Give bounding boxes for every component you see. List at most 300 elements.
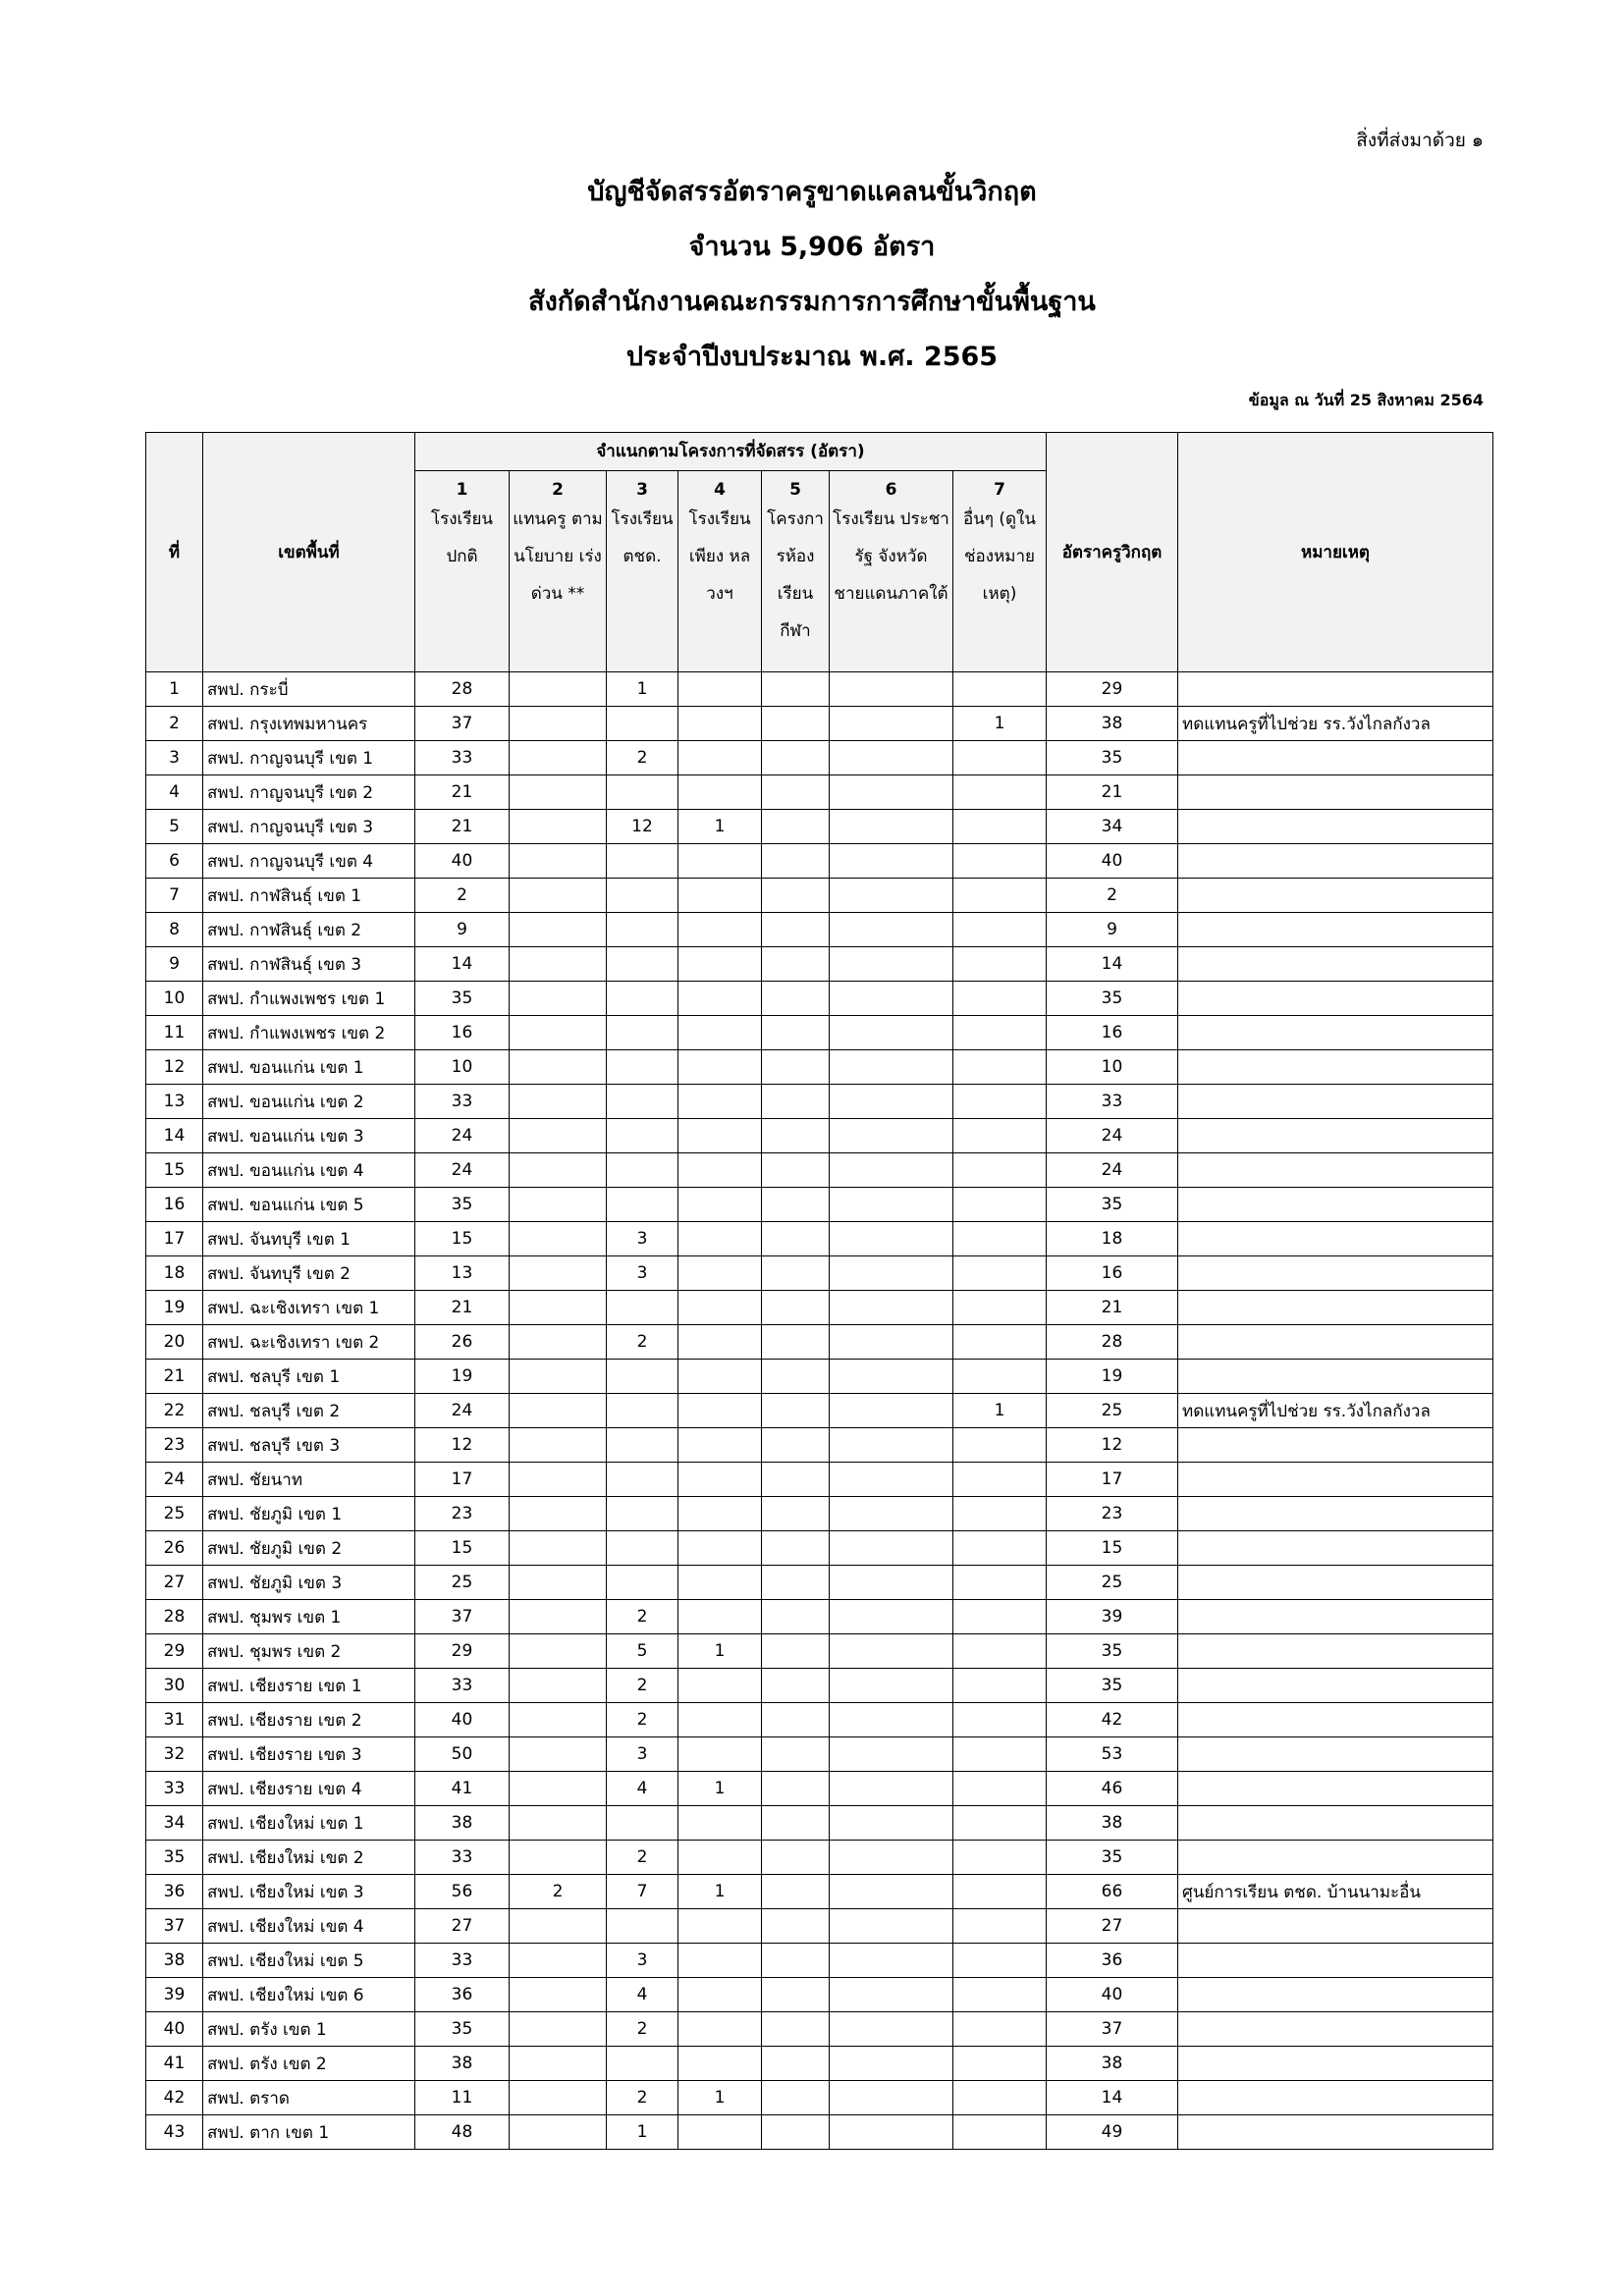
- table-row: [146, 1085, 1493, 1119]
- cell-no: 30: [146, 1669, 203, 1703]
- table-row: [146, 1806, 1493, 1841]
- header-col-2-label: แทนครู ตาม นโยบาย เร่งด่วน **: [513, 509, 603, 604]
- cell-no: 1: [146, 672, 203, 707]
- cell-col-4: [678, 1909, 762, 1944]
- cell-col-1: 15: [415, 1222, 510, 1256]
- cell-col-4: [678, 1497, 762, 1531]
- cell-area: สพป. ขอนแก่น เขต 4: [203, 1153, 415, 1188]
- cell-total: 49: [1047, 2115, 1178, 2150]
- cell-no: 18: [146, 1256, 203, 1291]
- table-row: [146, 844, 1493, 879]
- cell-no: 6: [146, 844, 203, 879]
- cell-no: 20: [146, 1325, 203, 1360]
- cell-remark: [1178, 741, 1493, 775]
- cell-col-4: [678, 1394, 762, 1428]
- cell-col-7: [953, 1875, 1047, 1909]
- cell-no: 37: [146, 1909, 203, 1944]
- cell-col-6: [830, 1360, 953, 1394]
- cell-col-4: 1: [678, 2081, 762, 2115]
- cell-col-4: [678, 1978, 762, 2012]
- table-row: [146, 1703, 1493, 1737]
- cell-col-2: [510, 2047, 607, 2081]
- cell-col-6: [830, 1669, 953, 1703]
- cell-col-6: [830, 1600, 953, 1634]
- cell-col-5: [762, 1703, 830, 1737]
- cell-col-3: 3: [607, 1222, 678, 1256]
- table-row: [146, 707, 1493, 741]
- cell-area: สพป. ชลบุรี เขต 1: [203, 1360, 415, 1394]
- cell-no: 12: [146, 1050, 203, 1085]
- table-row: [146, 1772, 1493, 1806]
- cell-area: สพป. กำแพงเพชร เขต 1: [203, 982, 415, 1016]
- cell-col-1: 33: [415, 1944, 510, 1978]
- cell-col-6: [830, 810, 953, 844]
- cell-col-7: [953, 2081, 1047, 2115]
- cell-col-6: [830, 1841, 953, 1875]
- cell-col-3: [607, 707, 678, 741]
- cell-remark: [1178, 2081, 1493, 2115]
- cell-remark: [1178, 1050, 1493, 1085]
- cell-col-3: [607, 1566, 678, 1600]
- cell-col-2: 2: [510, 1875, 607, 1909]
- cell-no: 39: [146, 1978, 203, 2012]
- cell-area: สพป. เชียงราย เขต 4: [203, 1772, 415, 1806]
- cell-col-5: [762, 1428, 830, 1463]
- cell-remark: [1178, 1566, 1493, 1600]
- header-col-6: [830, 471, 953, 672]
- title-line-4: ประจำปีงบประมาณ พ.ศ. 2565: [625, 342, 999, 372]
- cell-col-7: [953, 844, 1047, 879]
- cell-remark: ทดแทนครูที่ไปช่วย รร.วังไกลกังวล: [1178, 1394, 1493, 1428]
- cell-col-6: [830, 1531, 953, 1566]
- cell-col-2: [510, 810, 607, 844]
- cell-col-3: [607, 1188, 678, 1222]
- table-row: [146, 2012, 1493, 2047]
- cell-col-7: 1: [953, 1394, 1047, 1428]
- cell-col-6: [830, 1944, 953, 1978]
- table-row: [146, 1531, 1493, 1566]
- cell-area: สพป. เชียงราย เขต 3: [203, 1737, 415, 1772]
- cell-col-3: [607, 1119, 678, 1153]
- cell-no: 7: [146, 879, 203, 913]
- table-row: [146, 1841, 1493, 1875]
- cell-col-7: [953, 947, 1047, 982]
- cell-remark: [1178, 1909, 1493, 1944]
- cell-total: 21: [1047, 775, 1178, 810]
- cell-col-7: [953, 1360, 1047, 1394]
- cell-col-5: [762, 1772, 830, 1806]
- cell-remark: [1178, 1016, 1493, 1050]
- allocation-table: [145, 432, 1493, 2150]
- title-line-2: จำนวน 5,906 อัตรา: [688, 232, 936, 262]
- cell-total: 35: [1047, 1188, 1178, 1222]
- cell-col-2: [510, 2081, 607, 2115]
- cell-total: 16: [1047, 1016, 1178, 1050]
- cell-col-3: 12: [607, 810, 678, 844]
- cell-no: 5: [146, 810, 203, 844]
- cell-no: 22: [146, 1394, 203, 1428]
- cell-col-1: 36: [415, 1978, 510, 2012]
- cell-col-7: [953, 982, 1047, 1016]
- cell-no: 3: [146, 741, 203, 775]
- cell-col-5: [762, 707, 830, 741]
- cell-no: 13: [146, 1085, 203, 1119]
- cell-col-5: [762, 1153, 830, 1188]
- cell-area: สพป. เชียงใหม่ เขต 1: [203, 1806, 415, 1841]
- cell-col-2: [510, 1737, 607, 1772]
- cell-col-6: [830, 775, 953, 810]
- header-col-6-number: 6: [885, 480, 897, 500]
- cell-col-5: [762, 1806, 830, 1841]
- cell-col-6: [830, 1737, 953, 1772]
- cell-col-6: [830, 1875, 953, 1909]
- header-col-6-label: โรงเรียน ประชารัฐ จังหวัด ชายแดนภาคใต้: [833, 509, 949, 604]
- cell-col-7: [953, 810, 1047, 844]
- table-row: [146, 947, 1493, 982]
- cell-col-3: [607, 1806, 678, 1841]
- cell-col-4: [678, 1944, 762, 1978]
- cell-col-3: 7: [607, 1875, 678, 1909]
- cell-col-1: 25: [415, 1566, 510, 1600]
- cell-remark: [1178, 2012, 1493, 2047]
- cell-col-5: [762, 1291, 830, 1325]
- cell-col-5: [762, 2115, 830, 2150]
- cell-col-1: 35: [415, 2012, 510, 2047]
- cell-no: 14: [146, 1119, 203, 1153]
- cell-col-2: [510, 844, 607, 879]
- header-col-3-number: 3: [636, 480, 648, 500]
- cell-remark: [1178, 810, 1493, 844]
- header-col-3-label: โรงเรียน ตชด.: [611, 509, 674, 566]
- cell-col-1: 33: [415, 1085, 510, 1119]
- cell-total: 36: [1047, 1944, 1178, 1978]
- cell-no: 15: [146, 1153, 203, 1188]
- cell-no: 31: [146, 1703, 203, 1737]
- cell-total: 25: [1047, 1566, 1178, 1600]
- cell-col-4: [678, 2115, 762, 2150]
- cell-total: 40: [1047, 844, 1178, 879]
- cell-no: 17: [146, 1222, 203, 1256]
- cell-col-3: [607, 1497, 678, 1531]
- table-row: [146, 1978, 1493, 2012]
- cell-col-3: [607, 1909, 678, 1944]
- cell-col-3: 1: [607, 672, 678, 707]
- cell-col-2: [510, 1394, 607, 1428]
- cell-col-6: [830, 1909, 953, 1944]
- cell-col-4: [678, 1188, 762, 1222]
- cell-col-7: [953, 1600, 1047, 1634]
- cell-remark: [1178, 844, 1493, 879]
- table-row: [146, 1669, 1493, 1703]
- attachment-label: สิ่งที่ส่งมาด้วย ๑: [1356, 130, 1484, 151]
- cell-total: 12: [1047, 1428, 1178, 1463]
- cell-area: สพป. ชัยนาท: [203, 1463, 415, 1497]
- cell-remark: [1178, 1841, 1493, 1875]
- cell-col-6: [830, 672, 953, 707]
- cell-total: 35: [1047, 741, 1178, 775]
- header-col-3: [607, 471, 678, 672]
- header-area: เขตพื้นที่: [203, 433, 415, 672]
- cell-col-7: [953, 775, 1047, 810]
- cell-col-5: [762, 1394, 830, 1428]
- cell-col-1: 19: [415, 1360, 510, 1394]
- cell-no: 24: [146, 1463, 203, 1497]
- cell-total: 38: [1047, 707, 1178, 741]
- cell-no: 25: [146, 1497, 203, 1531]
- cell-col-3: [607, 1463, 678, 1497]
- cell-col-1: 9: [415, 913, 510, 947]
- cell-col-1: 24: [415, 1153, 510, 1188]
- cell-col-2: [510, 1566, 607, 1600]
- cell-remark: [1178, 1669, 1493, 1703]
- cell-area: สพป. ขอนแก่น เขต 3: [203, 1119, 415, 1153]
- cell-area: สพป. ชัยภูมิ เขต 3: [203, 1566, 415, 1600]
- cell-total: 53: [1047, 1737, 1178, 1772]
- cell-col-4: [678, 1291, 762, 1325]
- cell-col-7: [953, 1325, 1047, 1360]
- cell-remark: [1178, 1463, 1493, 1497]
- cell-no: 36: [146, 1875, 203, 1909]
- cell-col-2: [510, 1050, 607, 1085]
- cell-no: 40: [146, 2012, 203, 2047]
- cell-remark: [1178, 1737, 1493, 1772]
- cell-col-5: [762, 1841, 830, 1875]
- cell-col-6: [830, 2012, 953, 2047]
- cell-no: 8: [146, 913, 203, 947]
- cell-no: 10: [146, 982, 203, 1016]
- cell-col-5: [762, 810, 830, 844]
- cell-col-5: [762, 1875, 830, 1909]
- cell-col-7: [953, 1531, 1047, 1566]
- cell-col-3: [607, 879, 678, 913]
- cell-no: 9: [146, 947, 203, 982]
- cell-remark: [1178, 1531, 1493, 1566]
- header-col-5-label: โครงกา รห้อง เรียน กีฬา: [767, 509, 824, 641]
- cell-total: 28: [1047, 1325, 1178, 1360]
- cell-col-1: 33: [415, 1841, 510, 1875]
- cell-col-2: [510, 1291, 607, 1325]
- cell-total: 9: [1047, 913, 1178, 947]
- cell-col-4: 1: [678, 1875, 762, 1909]
- cell-col-2: [510, 1600, 607, 1634]
- table-row: [146, 1188, 1493, 1222]
- table-body: [146, 672, 1493, 2150]
- header-col-1-label: โรงเรียน ปกติ: [430, 509, 494, 566]
- cell-col-1: 21: [415, 810, 510, 844]
- cell-col-1: 27: [415, 1909, 510, 1944]
- cell-col-6: [830, 1394, 953, 1428]
- cell-col-4: [678, 1256, 762, 1291]
- cell-col-2: [510, 1153, 607, 1188]
- cell-col-7: [953, 1050, 1047, 1085]
- header-col-1-number: 1: [456, 480, 468, 500]
- cell-col-3: 2: [607, 1703, 678, 1737]
- cell-area: สพป. ขอนแก่น เขต 1: [203, 1050, 415, 1085]
- cell-col-1: 24: [415, 1394, 510, 1428]
- cell-area: สพป. ขอนแก่น เขต 2: [203, 1085, 415, 1119]
- header-col-5-number: 5: [789, 480, 801, 500]
- cell-remark: [1178, 1600, 1493, 1634]
- cell-total: 25: [1047, 1394, 1178, 1428]
- cell-col-2: [510, 1944, 607, 1978]
- table-row: [146, 741, 1493, 775]
- cell-col-7: [953, 1463, 1047, 1497]
- cell-col-6: [830, 1634, 953, 1669]
- header-total: อัตราครูวิกฤต: [1047, 433, 1178, 672]
- cell-remark: [1178, 672, 1493, 707]
- cell-col-2: [510, 1978, 607, 2012]
- cell-col-1: 50: [415, 1737, 510, 1772]
- cell-col-3: 5: [607, 1634, 678, 1669]
- cell-remark: [1178, 1119, 1493, 1153]
- cell-col-6: [830, 1428, 953, 1463]
- cell-col-7: [953, 1978, 1047, 2012]
- header-allocation-group: จำแนกตามโครงการที่จัดสรร (อัตรา): [415, 433, 1047, 471]
- cell-area: สพป. ตรัง เขต 2: [203, 2047, 415, 2081]
- cell-total: 16: [1047, 1256, 1178, 1291]
- cell-total: 18: [1047, 1222, 1178, 1256]
- cell-total: 29: [1047, 672, 1178, 707]
- cell-col-6: [830, 2081, 953, 2115]
- cell-col-5: [762, 1497, 830, 1531]
- cell-area: สพป. จันทบุรี เขต 1: [203, 1222, 415, 1256]
- cell-col-4: [678, 1360, 762, 1394]
- cell-col-5: [762, 1325, 830, 1360]
- cell-col-1: 23: [415, 1497, 510, 1531]
- cell-col-3: [607, 1153, 678, 1188]
- cell-area: สพป. กาฬสินธุ์ เขต 2: [203, 913, 415, 947]
- document-titles: [0, 165, 1624, 385]
- cell-col-1: 29: [415, 1634, 510, 1669]
- cell-col-2: [510, 1325, 607, 1360]
- cell-col-5: [762, 1909, 830, 1944]
- cell-col-4: [678, 1463, 762, 1497]
- cell-remark: [1178, 2047, 1493, 2081]
- cell-col-4: [678, 1600, 762, 1634]
- cell-col-5: [762, 879, 830, 913]
- cell-col-2: [510, 879, 607, 913]
- cell-col-3: 3: [607, 1944, 678, 1978]
- cell-col-6: [830, 844, 953, 879]
- cell-col-1: 17: [415, 1463, 510, 1497]
- cell-col-4: [678, 1153, 762, 1188]
- cell-col-7: [953, 2012, 1047, 2047]
- cell-col-7: [953, 2047, 1047, 2081]
- cell-col-6: [830, 1016, 953, 1050]
- cell-col-4: [678, 775, 762, 810]
- cell-remark: [1178, 1634, 1493, 1669]
- cell-col-3: 2: [607, 741, 678, 775]
- cell-col-3: [607, 1360, 678, 1394]
- cell-total: 21: [1047, 1291, 1178, 1325]
- cell-total: 35: [1047, 982, 1178, 1016]
- header-col-7-number: 7: [994, 480, 1005, 500]
- cell-col-7: [953, 879, 1047, 913]
- cell-col-1: 13: [415, 1256, 510, 1291]
- cell-col-5: [762, 1360, 830, 1394]
- cell-no: 26: [146, 1531, 203, 1566]
- cell-col-7: [953, 1497, 1047, 1531]
- table-row: [146, 1256, 1493, 1291]
- cell-col-2: [510, 672, 607, 707]
- cell-col-2: [510, 741, 607, 775]
- cell-col-3: [607, 775, 678, 810]
- cell-col-3: [607, 844, 678, 879]
- table-row: [146, 982, 1493, 1016]
- cell-col-7: [953, 1737, 1047, 1772]
- table-row: [146, 1566, 1493, 1600]
- cell-col-2: [510, 1428, 607, 1463]
- table-row: [146, 1875, 1493, 1909]
- cell-area: สพป. เชียงใหม่ เขต 5: [203, 1944, 415, 1978]
- cell-area: สพป. ฉะเชิงเทรา เขต 1: [203, 1291, 415, 1325]
- cell-col-4: [678, 1085, 762, 1119]
- cell-col-5: [762, 1463, 830, 1497]
- cell-col-5: [762, 1566, 830, 1600]
- header-col-2-number: 2: [552, 480, 564, 500]
- cell-col-6: [830, 1153, 953, 1188]
- cell-col-4: 1: [678, 1772, 762, 1806]
- table-row: [146, 1497, 1493, 1531]
- cell-area: สพป. ตาก เขต 1: [203, 2115, 415, 2150]
- cell-col-5: [762, 775, 830, 810]
- cell-col-3: [607, 1050, 678, 1085]
- cell-total: 17: [1047, 1463, 1178, 1497]
- cell-total: 46: [1047, 1772, 1178, 1806]
- cell-col-3: [607, 1085, 678, 1119]
- cell-area: สพป. ชัยภูมิ เขต 2: [203, 1531, 415, 1566]
- cell-total: 37: [1047, 2012, 1178, 2047]
- cell-area: สพป. กรุงเทพมหานคร: [203, 707, 415, 741]
- cell-no: 28: [146, 1600, 203, 1634]
- cell-col-7: [953, 1222, 1047, 1256]
- cell-col-1: 38: [415, 1806, 510, 1841]
- cell-remark: [1178, 1188, 1493, 1222]
- cell-col-6: [830, 1703, 953, 1737]
- cell-col-1: 14: [415, 947, 510, 982]
- cell-remark: [1178, 1806, 1493, 1841]
- cell-col-4: [678, 1806, 762, 1841]
- table-row: [146, 1634, 1493, 1669]
- cell-no: 23: [146, 1428, 203, 1463]
- cell-total: 42: [1047, 1703, 1178, 1737]
- cell-col-4: [678, 982, 762, 1016]
- cell-col-1: 38: [415, 2047, 510, 2081]
- cell-area: สพป. กาญจนบุรี เขต 4: [203, 844, 415, 879]
- cell-col-7: [953, 1944, 1047, 1978]
- cell-col-4: [678, 1841, 762, 1875]
- cell-col-4: [678, 1428, 762, 1463]
- cell-remark: [1178, 1256, 1493, 1291]
- cell-col-6: [830, 707, 953, 741]
- cell-col-2: [510, 947, 607, 982]
- cell-col-4: 1: [678, 1634, 762, 1669]
- cell-col-2: [510, 707, 607, 741]
- cell-col-7: [953, 1703, 1047, 1737]
- table-row: [146, 1428, 1493, 1463]
- cell-col-2: [510, 2115, 607, 2150]
- cell-col-5: [762, 1944, 830, 1978]
- header-remark: หมายเหตุ: [1178, 433, 1493, 672]
- cell-col-3: [607, 982, 678, 1016]
- cell-col-5: [762, 1222, 830, 1256]
- header-no: ที่: [146, 433, 203, 672]
- cell-col-4: [678, 1119, 762, 1153]
- cell-col-5: [762, 844, 830, 879]
- cell-col-5: [762, 741, 830, 775]
- cell-col-6: [830, 2047, 953, 2081]
- cell-col-5: [762, 1188, 830, 1222]
